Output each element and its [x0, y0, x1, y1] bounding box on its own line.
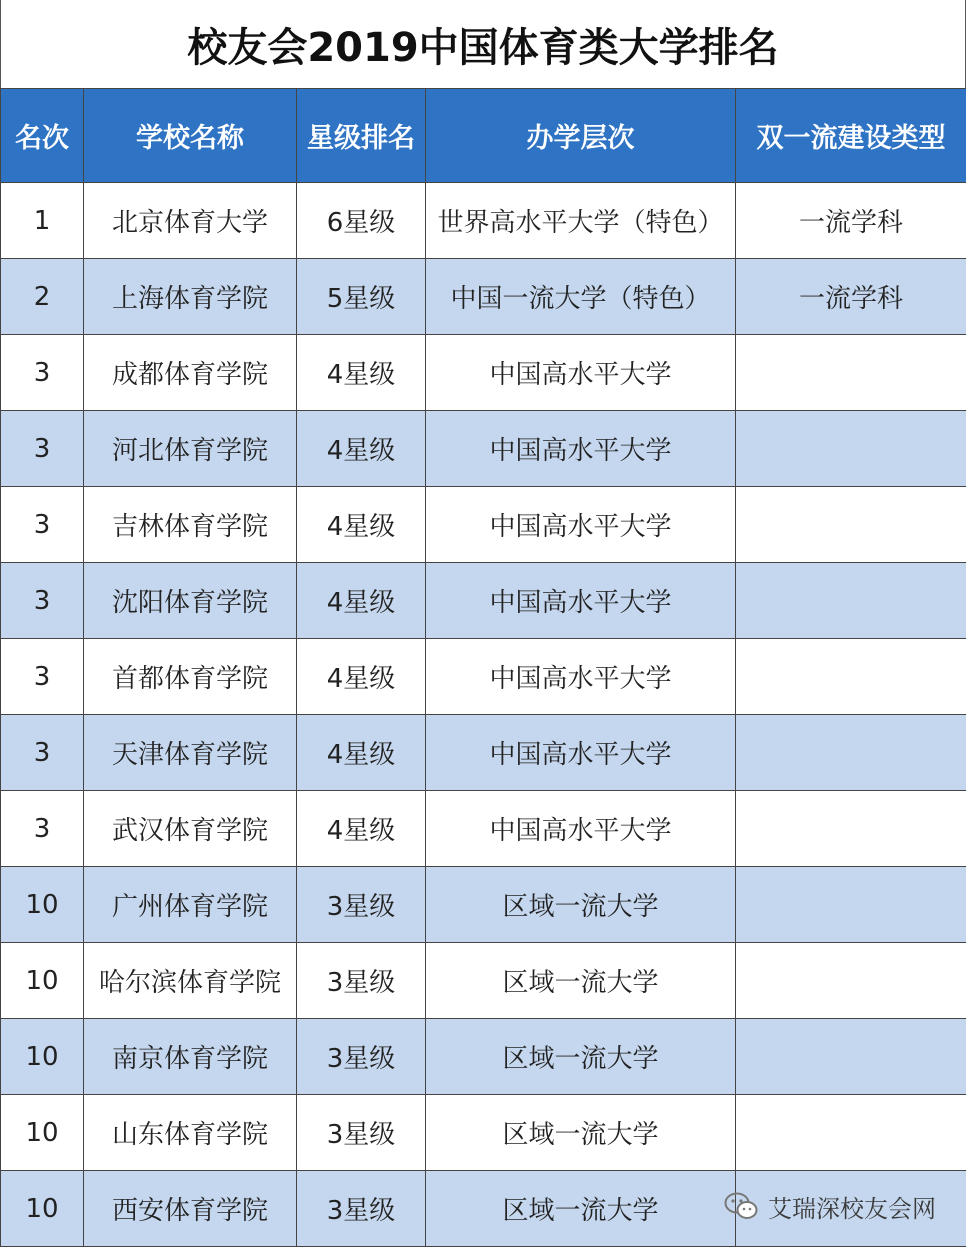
double-first-class-cell: [736, 487, 966, 563]
rank-cell: 10: [1, 1095, 84, 1171]
rank-cell: 10: [1, 1019, 84, 1095]
level-cell: 中国一流大学（特色）: [426, 259, 736, 335]
school-name-cell: 成都体育学院: [84, 335, 297, 411]
double-first-class-cell: 一流学科: [736, 259, 966, 335]
school-name-cell: 沈阳体育学院: [84, 563, 297, 639]
column-header-school: 学校名称: [84, 89, 297, 183]
table-row: [1, 183, 966, 259]
school-name-cell: 上海体育学院: [84, 259, 297, 335]
level-cell: 中国高水平大学: [426, 335, 736, 411]
level-cell: 区域一流大学: [426, 867, 736, 943]
column-header-double-first-class: 双一流建设类型: [736, 89, 966, 183]
table-row: [1, 1095, 966, 1171]
star-rating-cell: 4星级: [297, 563, 426, 639]
school-name-cell: 南京体育学院: [84, 1019, 297, 1095]
table-row: [1, 563, 966, 639]
double-first-class-cell: 一流学科: [736, 183, 966, 259]
star-rating-cell: 4星级: [297, 715, 426, 791]
star-rating-cell: 3星级: [297, 1095, 426, 1171]
school-name-cell: 武汉体育学院: [84, 791, 297, 867]
rank-cell: 2: [1, 259, 84, 335]
table-row: [1, 715, 966, 791]
school-name-cell: 北京体育大学: [84, 183, 297, 259]
star-rating-cell: 4星级: [297, 487, 426, 563]
level-cell: 中国高水平大学: [426, 715, 736, 791]
wechat-icon: [724, 1191, 758, 1221]
double-first-class-cell: [736, 791, 966, 867]
level-cell: 中国高水平大学: [426, 411, 736, 487]
ranking-table: [0, 88, 966, 1247]
star-rating-cell: 3星级: [297, 867, 426, 943]
level-cell: 区域一流大学: [426, 1171, 736, 1247]
rank-cell: 3: [1, 639, 84, 715]
double-first-class-cell: [736, 943, 966, 1019]
rank-cell: 3: [1, 563, 84, 639]
star-rating-cell: 5星级: [297, 259, 426, 335]
school-name-cell: 河北体育学院: [84, 411, 297, 487]
table-row: [1, 943, 966, 1019]
double-first-class-cell: [736, 867, 966, 943]
school-name-cell: 哈尔滨体育学院: [84, 943, 297, 1019]
double-first-class-cell: [736, 1095, 966, 1171]
school-name-cell: 广州体育学院: [84, 867, 297, 943]
school-name-cell: 天津体育学院: [84, 715, 297, 791]
column-header-rank: 名次: [1, 89, 84, 183]
table-row: [1, 487, 966, 563]
double-first-class-cell: [736, 563, 966, 639]
column-header-level: 办学层次: [426, 89, 736, 183]
level-cell: 世界高水平大学（特色）: [426, 183, 736, 259]
double-first-class-cell: [736, 335, 966, 411]
double-first-class-cell: [736, 715, 966, 791]
double-first-class-cell: [736, 411, 966, 487]
table-body: [1, 183, 966, 1247]
table-row: [1, 259, 966, 335]
star-rating-cell: 4星级: [297, 335, 426, 411]
page-title: 校友会2019中国体育类大学排名: [0, 0, 966, 88]
level-cell: 中国高水平大学: [426, 563, 736, 639]
rank-cell: 1: [1, 183, 84, 259]
level-cell: 区域一流大学: [426, 1019, 736, 1095]
star-rating-cell: 3星级: [297, 1171, 426, 1247]
double-first-class-cell: [736, 1019, 966, 1095]
level-cell: 中国高水平大学: [426, 639, 736, 715]
level-cell: 区域一流大学: [426, 1095, 736, 1171]
star-rating-cell: 6星级: [297, 183, 426, 259]
school-name-cell: 吉林体育学院: [84, 487, 297, 563]
school-name-cell: 山东体育学院: [84, 1095, 297, 1171]
watermark: [724, 1186, 936, 1226]
school-name-cell: 首都体育学院: [84, 639, 297, 715]
star-rating-cell: 4星级: [297, 411, 426, 487]
star-rating-cell: 4星级: [297, 791, 426, 867]
double-first-class-cell: [736, 639, 966, 715]
rank-cell: 3: [1, 411, 84, 487]
level-cell: 区域一流大学: [426, 943, 736, 1019]
rank-cell: 3: [1, 715, 84, 791]
table-row: [1, 791, 966, 867]
rank-cell: 3: [1, 335, 84, 411]
table-row: [1, 867, 966, 943]
watermark-text: 艾瑞深校友会网: [768, 1194, 936, 1223]
level-cell: 中国高水平大学: [426, 487, 736, 563]
star-rating-cell: 4星级: [297, 639, 426, 715]
rank-cell: 10: [1, 1171, 84, 1247]
table-row: [1, 411, 966, 487]
rank-cell: 3: [1, 487, 84, 563]
rank-cell: 10: [1, 867, 84, 943]
table-row: [1, 1019, 966, 1095]
rank-cell: 3: [1, 791, 84, 867]
star-rating-cell: 3星级: [297, 1019, 426, 1095]
table-header-row: [1, 89, 966, 183]
rank-cell: 10: [1, 943, 84, 1019]
column-header-stars: 星级排名: [297, 89, 426, 183]
school-name-cell: 西安体育学院: [84, 1171, 297, 1247]
star-rating-cell: 3星级: [297, 943, 426, 1019]
level-cell: 中国高水平大学: [426, 791, 736, 867]
table-row: [1, 639, 966, 715]
table-row: [1, 335, 966, 411]
